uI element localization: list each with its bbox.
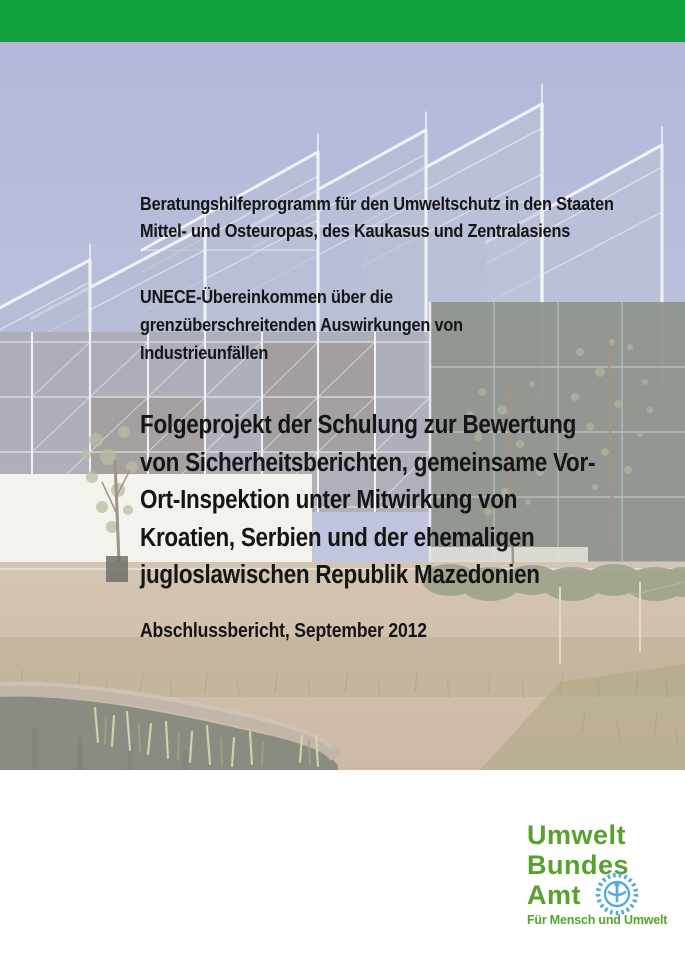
title-line-4: Kroatien, Serbien und der ehemaligen [140, 523, 535, 552]
program-text [140, 190, 668, 244]
report-title [140, 407, 668, 595]
top-accent-bar [0, 0, 685, 42]
convention-line-1: UNECE-Übereinkommen über die [140, 286, 393, 307]
convention-text [140, 283, 668, 367]
title-line-2: von Sicherheitsberichten, gemeinsame Vor- [140, 448, 596, 477]
title-line-1: Folgeprojekt der Schulung zur Bewertung [140, 411, 577, 439]
logo-tagline: Für Mensch und Umwelt [527, 913, 668, 927]
report-date: Abschlussbericht, September 2012 [140, 620, 427, 642]
logo-word-umwelt: Umwelt [527, 820, 627, 850]
logo-word-amt: Amt [527, 880, 581, 910]
logo-word-bundes: Bundes [527, 850, 630, 880]
photo-wash-overlay [0, 42, 685, 770]
cover-photo [0, 42, 685, 770]
title-line-5: jugloslawischen Republik Mazedonien [140, 561, 540, 589]
un-environment-wreath-icon [594, 871, 640, 917]
cover-photo-illustration [0, 42, 685, 770]
convention-line-2: grenzüberschreitenden Auswirkungen von [140, 314, 463, 335]
program-line-1: Beratungshilfeprogramm für den Umweltschutz in den Staaten [140, 193, 614, 214]
title-line-3: Ort-Inspektion unter Mitwirkung von [140, 486, 518, 514]
convention-line-3: Industrieunfällen [140, 342, 269, 363]
program-line-2: Mittel- und Osteuropas, des Kaukasus und Zentralasiens [140, 220, 571, 241]
